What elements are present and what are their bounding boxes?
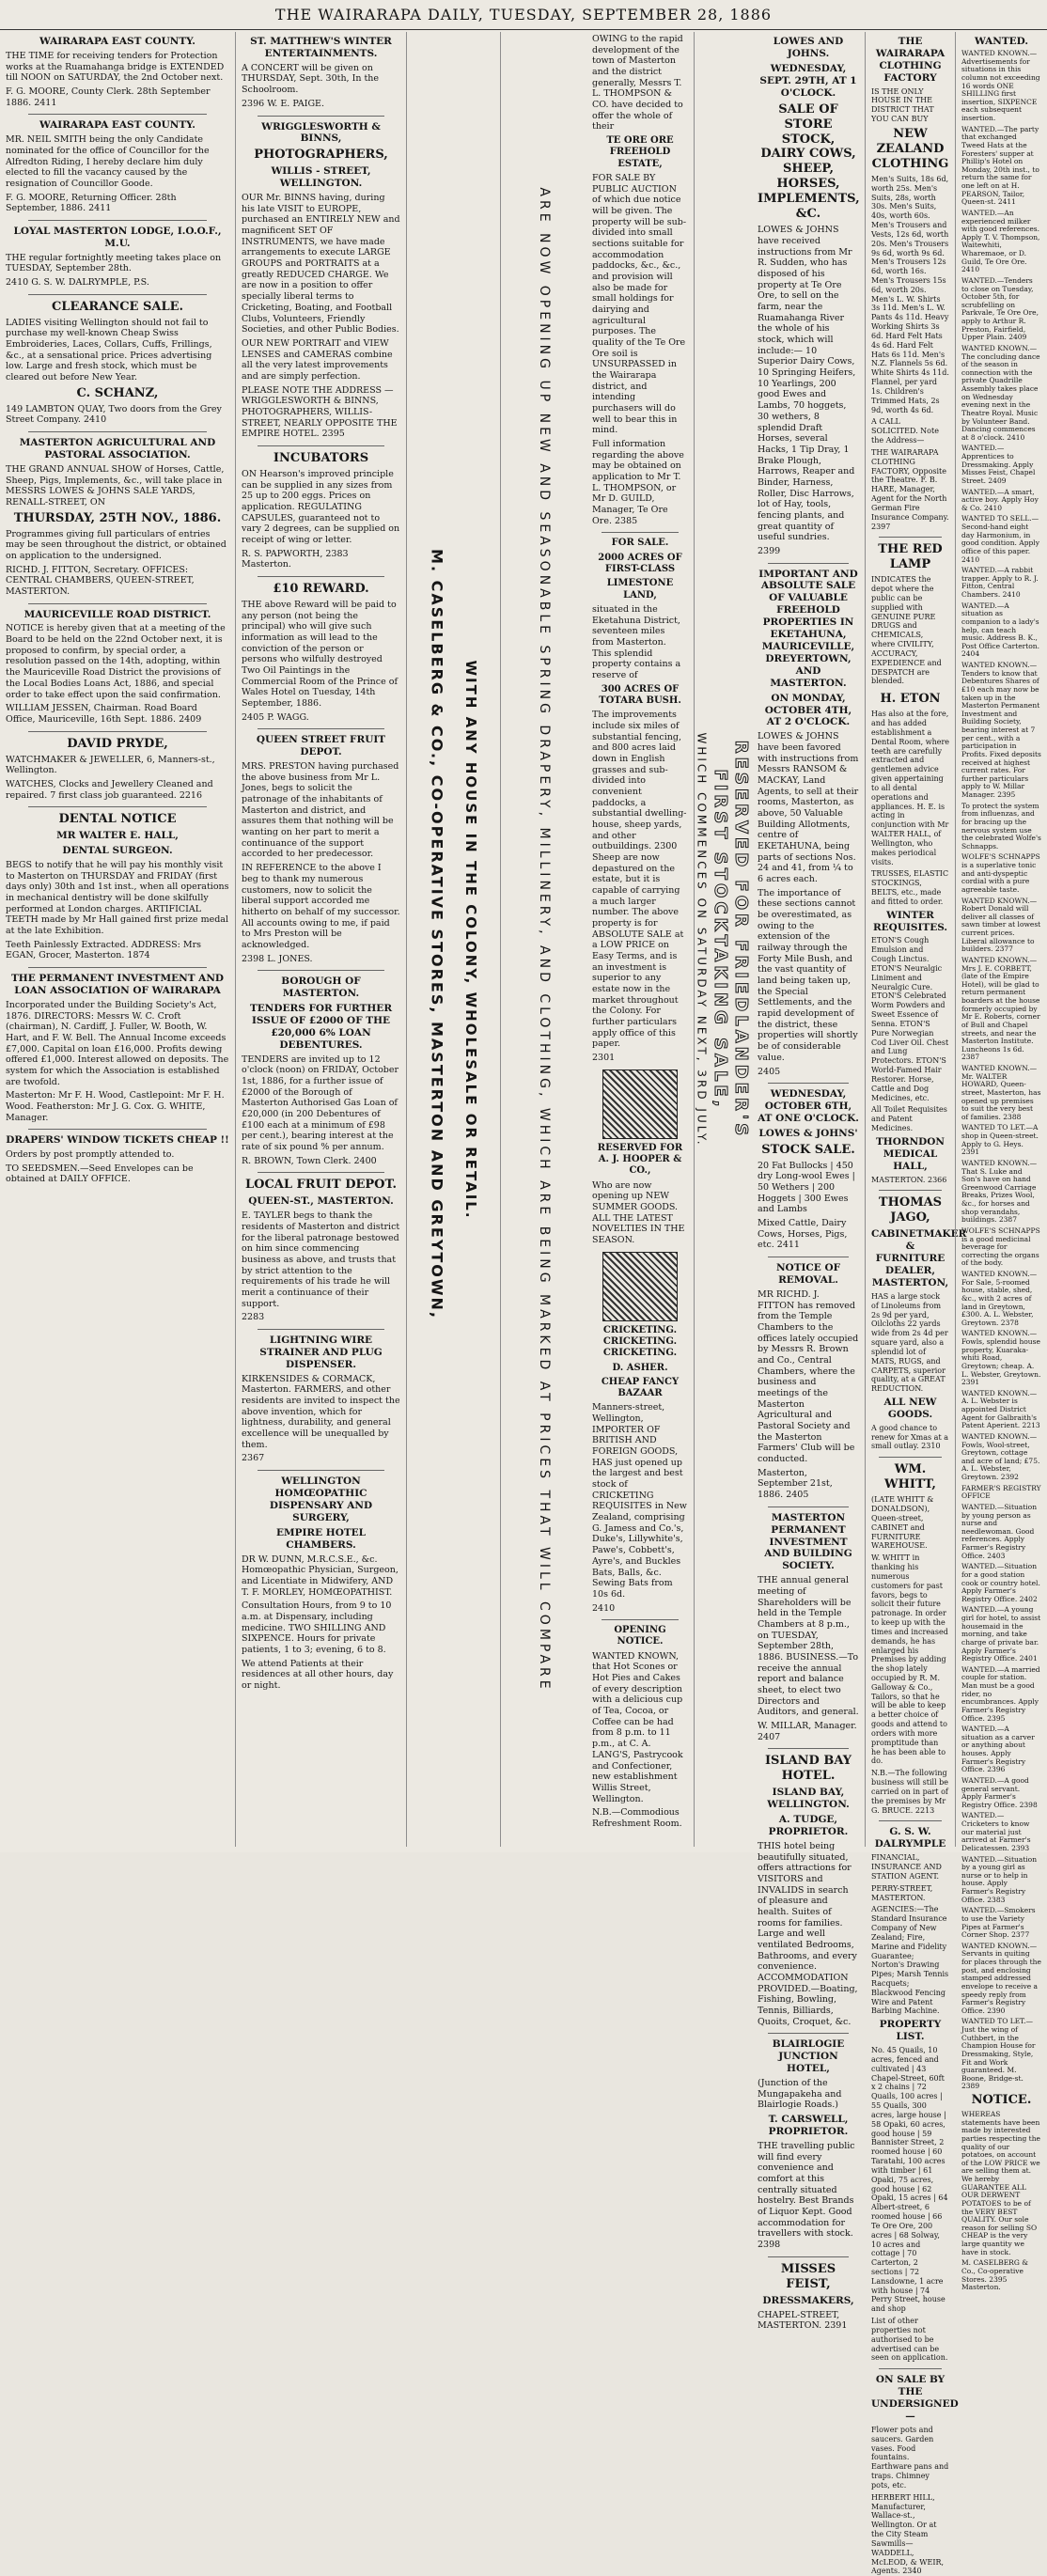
ad-subtitle: ISLAND BAY, WELLINGTON. (767, 1787, 850, 1811)
divider (879, 1190, 941, 1191)
ad-subtitle: PHOTOGRAPHERS, (254, 148, 388, 163)
cricketing-engraving-image (602, 1252, 678, 1321)
ad-title: H. ETON (880, 692, 941, 707)
ad-body: FOR SALE BY PUBLIC AUCTION of which due notice will be given. The property will be sub-divided into small sections suitable for accommodation paddocks, &c., &c., and provision will also be made for small holdings for dairying and agricultural purposes. The quality of the Te Ore Ore soil is UNSURPASSED in the Wairarapa district, and intending purchasers will do well to bear this in mind. (592, 172, 687, 436)
wanted-item: FARMER'S REGISTRY OFFICE (961, 1483, 1041, 1501)
ad-signature: N.B.—The following business will still be carried on in part of the premises by Mr G. BRUCE. 2213 (871, 1769, 949, 1815)
ad-body: TENDERS are invited up to 12 o'clock (noon) on FRIDAY, October 1st, 1886, for a further issue of £2000 of the Borough of Masterton Authorised Gas Loan of £20,000 (in 200 Debentures of £100 each at a minimum of £98 per cent.), bearing interest at the rate of six pound % per annum. (242, 1054, 399, 1153)
ad-opening-notice (592, 1625, 688, 1829)
ad-body: Has also at the fore, and has added establishment a Dental Room, where teeth are carefully extracted and gentlemen advice given appertaining to all dental operations and appliances. H. E. is acting in conjunction with Mr WALTER HALL, of Wellington, who makes periodical visits. (871, 710, 950, 866)
ad-permanent-investment (6, 973, 229, 1123)
wanted-item: WANTED.—Tenders to close on Tuesday, October 5th, for scrubfelling on Parkvale, Te Ore Ore, apply to Arthur R. Preston, Fairfield, Upper Plain. 2409 (961, 275, 1039, 342)
notice-signature: M. CASELBERG & Co., Co-operative Stores. 2395 Masterton. (961, 2258, 1028, 2292)
ad-body: KIRKENSIDES & CORMACK, Masterton. FARMERS, and other residents are invited to inspect the above invention, which for lightness, durability, and general excellence will be unequalled by them. (242, 1373, 400, 1450)
ad-on-sale-undersigned (871, 2374, 959, 2576)
ad-title: £10 REWARD. (273, 581, 369, 596)
ad-title: LOYAL MASTERTON LODGE, I.O.O.F., M.U. (13, 225, 222, 249)
ad-body: Incorporated under the Building Society's Act, 1876. DIRECTORS: Messrs W. C. Croft (chairman), N. Cardiff, J. Fuller, W. Booth, W. Hart, and F. W. Bell. The Annual Income exceeds £7,000. Capital on loan £16,000. Profits dewing offered £1,000. Interest allowed on deposits. The system for which the Association is established are twofold. (6, 999, 229, 1087)
ad-body: MR. NEIL SMITH being the only Candidate nominated for the office of Councillor for the Alfredton Riding, I hereby declare him duly elected to fill the vacancy caused by the resignation of Councillor Goode. (6, 134, 210, 189)
divider (258, 116, 384, 117)
divider (768, 1083, 849, 1084)
ad-title: MASTERTON AGRICULTURAL AND PASTORAL ASSOCIATION. (19, 437, 216, 461)
ad-signature: Masterton, September 21st, 1886. 2405 (758, 1467, 833, 1501)
ad-reward (242, 582, 400, 723)
ad-body: A CONCERT will be given on THURSDAY, Sept. 30th, In the Schoolroom. (242, 62, 380, 96)
ad-title: NEW ZEALAND CLOTHING (871, 126, 949, 171)
ad-body: LOWES & JOHNS have received instructions from Mr R. Sudden, who has disposed of his property at Te Ore Ore, to sell on the farm, near the Ruamahanga River the whole of his stock, which will include:— 10 Superior Dairy Cows, 10 Springing Heifers, 10 Yearlings, 200 good Ewes and Lambs, 70 hoggets, 30 wethers, 8 splendid Draft Horses, several Hacks, 1 Tip Dray, 1 Brake Plough, Harrows, Reaper and Binder, Harness, Roller, Disc Harrows, lot of Hay, tools, fencing plants, and great quantity of useful sundries. (758, 225, 856, 543)
wanted-item: WANTED TO LET.—A shop in Queen-street. Apply to G. Heys. 2391 (961, 1123, 1039, 1157)
wanted-item: WANTED KNOWN.—Servants in quiting for places through the post, and enclosing stamped addressed envelope to receive a speedy reply from Farmer's Registry Office. 2390 (961, 1941, 1041, 2015)
ad-signature: A good chance to renew for Xmas at a small outlay. 2310 (871, 1423, 948, 1451)
divider (28, 431, 207, 432)
ad-body: DR W. DUNN, M.R.C.S.E., &c. Homœopathic Physician, Surgeon, and Licentiate in Midwifery, AND T. F. MORLEY, HOMŒOPATHIST. (242, 1553, 398, 1598)
ad-signature: Full information regarding the above may be obtained on application to Mr T. L. THOMPSON, or Mr D. GUILD, Manager, Te Ore Ore. 2385 (592, 439, 684, 526)
column-7 (865, 32, 967, 2576)
divider (602, 1619, 679, 1620)
ad-subtitle: MASTERTON. 2366 (871, 1175, 947, 1184)
ad-subtitle: CABINETMAKER & FURNITURE DEALER, MASTERTON, (871, 1228, 967, 1288)
wanted-heading: WANTED. (974, 36, 1029, 47)
ad-body: TO SEEDSMEN.—Seed Envelopes can be obtained at DAILY OFFICE. (6, 1163, 194, 1185)
ad-drapers-tickets (6, 1134, 229, 1185)
divider (879, 1457, 941, 1458)
ad-list: No. 45 Quails, 10 acres, fenced and cultivated | 43 Chapel-Street, 60ft x 2 chains | 72 Quails, 100 acres | 55 Quails, 300 acres, large house | 58 Opaki, 60 acres, good house | 59 Bannister Street, 2 roomed house | 60 Taratahi, 100 acres with timber | 61 Opaki, 75 acres, good house | 62 Opaki, 15 acres | 64 Albert-street, 6 roomed house | 66 Te Ore Ore, 200 acres | 68 Solway, 10 acres and cottage | 70 Carterton, 2 sections | 72 Lansdowne, 1 acre with house | 74 Perry Street, house and shop (871, 2046, 948, 2314)
ad-owner: A. TUDGE, PROPRIETOR. (768, 1814, 849, 1838)
ad-body: Programmes giving full particulars of entries may be seen throughout the district, or obtained on application to the undersigned. (6, 528, 227, 561)
wanted-item: WOLFE'S SCHNAPPS is a good medicinal beverage for correcting the organs of the body. (961, 1226, 1040, 1268)
ad-signature: 2405 (758, 1066, 781, 1077)
ad-body: OWING to the rapid development of the town of Masterton and the district generally, Messrs T. L. THOMPSON & CO. have decided to offer the whole of their (592, 34, 683, 133)
column-2 (235, 32, 406, 1847)
ad-asher (592, 1325, 688, 1615)
wanted-item: WANTED KNOWN.—Mr. WALTER HOWARD, Queen-street, Masterton, has opened up premises to suit the very best of families. 2388 (961, 1064, 1041, 1121)
ad-signature: WILLIAM JESSEN, Chairman. Road Board Office, Mauriceville, 16th Sept. 1886. 2409 (6, 703, 202, 725)
ad-signature: N.B.—Commodious Refreshment Room. (592, 1807, 682, 1829)
wanted-item: WANTED.—The party that exchanged Tweed Hats at the Foresters' supper at Phillip's Hotel on Monday, 20th inst., to return the same for one left on at H. PEARSON, Tailor, Queen-st. 2411 (961, 124, 1039, 207)
friedlander-line-1: RESERVED FOR FRIEDLANDER'S (730, 740, 751, 1139)
ad-body: Who are now opening up NEW SUMMER GOODS. ALL THE LATEST NOVELTIES IN THE SEASON. (592, 1179, 685, 1245)
ad-date: THURSDAY, 25TH NOV., 1886. (13, 510, 222, 525)
divider (28, 603, 207, 604)
ad-date: WEDNESDAY, OCTOBER 6TH, AT ONE O'CLOCK. (758, 1088, 859, 1124)
wanted-item: WANTED KNOWN.—Mrs J. E. CORBETT, (late of the Empire Hotel), will be glad to return permanent boarders at the house formerly occupied by Mr E. Roberts, corner of Bull and Chapel streets, and near the Masterton Institute. Luncheons 1s 6d. 2387 (961, 955, 1040, 1062)
wanted-intro: WANTED KNOWN.—Advertisements for situations in this column not exceeding 16 words ONE SHILLING first insertion, SIXPENCE each subsequent insertion. (961, 49, 1040, 123)
wanted-item: WANTED.—An experienced milker with good references. Apply T. V. Thompson, Waitewhiti, Wharemaoe, or D. Guild, Te Ore Ore. 2410 (961, 208, 1040, 274)
ad-signature: HERBERT HILL, Manufacturer, Wallace-st., Wellington. Or at the City Steam Sawmills— WADDELL, McLEOD, & WEIR, Agents. 2340 (871, 2492, 945, 2576)
ad-signature: RICHD. J. FITTON, Secretary. OFFICES: CENTRAL CHAMBERS, QUEEN-STREET, MASTERTON. (6, 564, 195, 597)
newspaper-title: THE WAIRARAPA DAILY, TUESDAY, SEPTEMBER 28, 1886 (274, 6, 773, 23)
ad-misses-feist (758, 2262, 859, 2332)
ad-subtitle: LIMESTONE LAND, (606, 578, 674, 601)
ad-lowes-johns-stock-sale (758, 1088, 859, 1251)
ad-signature: 2405 P. WAGG. (242, 711, 309, 723)
ad-body: The importance of these sections cannot be overestimated, as owing to the extension of the railway through the Forty Mile Bush, and the vast quantity of land being taken up, the Special Settlements, and the rapid development of the district, these properties will shortly be of considerable value. (758, 887, 858, 1063)
ad-building-society (758, 1512, 859, 1743)
ad-body: OUR NEW PORTRAIT and VIEW LENSES and CAMERAS combine all the very latest improvements and are simply perfection. (242, 337, 393, 382)
ad-list: Men's Suits, 18s 6d, worth 25s. Men's Suits, 28s, worth 30s. Men's Suits, 40s, worth 60s. Men's Trousers and Vests, 12s 6d, worth 20s. Men's Trousers 9s 6d, worth 9s 6d. Men's Trousers 12s 6d, worth 16s. Men's Trousers 15s 6d, worth 20s. Men's L. W. Shirts 3s 11d. Men's L. W. Pants 4s 11d. Heavy Working Shirts 3s 6d. Hard Felt Hats 4s 6d. Hard Felt Hats 6s 11d. Men's N.Z. Flannels 5s 6d. White Shirts 4s 11d. Flannel, per yard 1s. Children's Trimmed Hats, 2s 9d, worth 4s 6d. (871, 174, 949, 414)
ad-title: THE RED LAMP (878, 542, 943, 572)
ad-body: Manners-street, Wellington, IMPORTER OF BRITISH AND FOREIGN GOODS, HAS just opened up the largest and best stock of CRICKETING REQUISITES in New Zealand, comprising G. Jamess and Co.'s, Duke's, Lillywhite's, Pawe's, Cobbett's, Ayre's, and Buckles Bats, Balls, &c. Sewing Bats from 10s 6d. (592, 1402, 687, 1600)
wanted-item: WANTED.—Situation for a good station cook or country hotel. Apply Farmer's Registry Office. 2402 (961, 1562, 1040, 1603)
wanted-item: WANTED KNOWN.—The concluding dance of the season in connection with the private Quadrille Assembly takes place on Wednesday evening next in the Theatre Royal. Music by Volunteer Band. Dancing commences at 8 o'clock. 2410 (961, 343, 1040, 442)
vertical-caselberg-spring: ARE NOW OPENING UP NEW AND SEASONABLE SPRING DRAPERY, MILLINERY, AND CLOTHING, WHICH ARE BEING MARKED AT PRICES THAT WILL COMPARE (537, 186, 552, 1693)
ad-signature: Masterton: Mr F. H. Wood, Castlepoint: Mr F. H. Wood. Featherston: Mr J. G. Cox. G. WHITE, Manager. (6, 1090, 225, 1123)
ad-body: INDICATES the depot where the public can be supplied with GENUINE PURE DRUGS and CHEMICALS, where CIVILITY, ACCURACY, EXPEDIENCE and DESPATCH are blended. (871, 575, 942, 686)
friedlander-line-3: WHICH COMMENCES ON SATURDAY NEXT, 3RD JULY. (694, 731, 708, 1147)
ad-clearance-sale (6, 300, 229, 426)
ad-body: W. WHITT in thanking his numerous customers for past favors, begs to solicit their future patronage. In order to keep up with the times and increased demands, he has enlarged his Premises by adding the shop lately occupied by R. M. Galloway & Co., Tailors, so that he will be able to keep a better choice of goods and attend to orders with more promptitude than he has been able to do. (871, 1553, 948, 1766)
divider (258, 1329, 384, 1330)
ad-title: ST. MATTHEW'S WINTER ENTERTAINMENTS. (250, 36, 392, 59)
ad-subtitle: TENDERS FOR FURTHER ISSUE OF £2000 OF THE £20,000 6% LOAN DEBENTURES. (249, 1003, 393, 1051)
ad-body: Consultation Hours, from 9 to 10 a.m. at Dispensary, including medicine. TWO SHILLING AND SIXPENCE. Hours for private patients, 1 to 3; evening, 6 to 8. (242, 1600, 392, 1655)
wanted-item: WANTED.—A smart, active boy. Apply Hoy & Co. 2410 (961, 487, 1039, 512)
divider (28, 967, 207, 968)
ad-te-ore-ore-estate (592, 34, 688, 526)
wanted-item: WANTED.—Situation by a young girl as nurse or to help in house. Apply Farmer's Registry Office. 2383 (961, 1854, 1038, 1904)
divider (879, 1820, 941, 1821)
ad-body: LADIES visiting Wellington should not fail to purchase my well-known Cheap Swiss Embroideries, Laces, Collars, Cuffs, Frillings, &c., at a sensational price. Prices advertising low. Large and fresh stock, which must be cleared out before New Year. (6, 317, 212, 383)
ad-local-fruit-depot (242, 1178, 400, 1323)
divider (28, 114, 207, 115)
ad-signature: 2301 (592, 1053, 616, 1064)
ad-body: OUR Mr. BINNS having, during his late VISIT to EUROPE, purchased an ENTIRELY NEW and magnificent SET OF INSTRUMENTS, we have made arrangements to execute LARGE GROUPS and PORTRAITS at a greatly REDUCED CHARGE. We are now in a position to offer specially liberal terms to Cricketing, Boating, and Football Clubs, Volunteers, Friendly Societies, and other Public Bodies. (242, 193, 400, 336)
wanted-item: WANTED.—A good general servant. Apply Farmer's Registry Office. 2398 (961, 1775, 1038, 1809)
ad-body: The improvements include six miles of substantial fencing, and 800 acres laid down in English grasses and sub-divided into convenient paddocks, a substantial dwelling-house, sheep yards, and other outbuildings. 2300 Sheep are now depastured on the estate, but it is capable of carrying a much larger number. The above property is for ABSOLUTE SALE at a LOW PRICE on Easy Terms, and is an investment is superior to any estate now in the market throughout the Colony. For further particulars apply office of this paper. (592, 710, 687, 1050)
ad-signature: R. BROWN, Town Clerk. 2400 (242, 1155, 377, 1166)
ad-body: Mixed Cattle, Dairy Cows, Horses, Pigs, etc. 2411 (758, 1218, 848, 1251)
wanted-item: WANTED TO LET.—Just the wing of Cuthbert, in the Champion House for Dressmaking, Style, Fit and Work guaranteed. M. Boone, Bridge-st. 2389 (961, 2017, 1036, 2091)
ad-title: DENTAL NOTICE (58, 812, 177, 827)
ad-signature: 2399 (758, 545, 781, 556)
ad-body: WATCHES, Clocks and Jewellery Cleaned and repaired. 7 first class job guaranteed. 2216 (6, 778, 213, 801)
wanted-item: WANTED.—A situation as companion to a lady's help, can teach music. Address B. K., Post Office Carterton. 2404 (961, 601, 1039, 659)
ad-masterton-agricultural (6, 437, 229, 598)
ad-title: FOR SALE. (611, 538, 669, 549)
ad-subtitle: EMPIRE HOTEL CHAMBERS. (275, 1526, 367, 1551)
divider (768, 563, 849, 564)
ad-signature: R. S. PAPWORTH, 2383 Masterton. (242, 548, 349, 570)
vertical-caselberg-ad-2: WITH ANY HOUSE IN THE COLONY, WHOLESALE OR RETAIL. (462, 659, 479, 1220)
ad-signature: 2410 (592, 1602, 616, 1614)
ad-body: BEGS to notify that he will pay his monthly visit to Masterton on THURSDAY and FRIDAY (first days only) 30th and 1st inst., when all operations in mechanical dentistry will be done skilfully performed at London charges. ARTIFICIAL TEETH made by Mr Hall gained first prize medal at the late Exhibition. (6, 859, 229, 937)
ad-blairlogie-hotel (758, 2038, 859, 2250)
divider (28, 294, 207, 295)
divider (768, 1748, 849, 1749)
ad-body: THIS hotel being beautifully situated, offers attractions for VISITORS and INVALIDS in search of pleasure and health. Suites of rooms for families. Large and well ventilated Bedrooms, Bathrooms, and every convenience. ACCOMMODATION PROVIDED.—Boating, Fishing, Bowling, Tennis, Billiards, Quoits, Croquet, &c. (758, 1840, 858, 2027)
column-5 (586, 32, 694, 1847)
ad-wairarapa-east-county-1 (6, 36, 229, 108)
ad-subtitle: PROPERTY LIST. (879, 2019, 942, 2043)
wanted-item: WANTED KNOWN.—Robert Donald will deliver all classes of sawn timber at lowest current prices. Liberal allowance to builders. 2377 (961, 896, 1041, 954)
notice-body: WHEREAS statements have been made by interested parties respecting the quality of our potatoes, on account of the LOW PRICE we are selling them at. We hereby GUARANTEE ALL OUR DERWENT POTATOES to be of the VERY BEST QUALITY. Our sole reason for selling SO CHEAP is the very large quantity we have in stock. (961, 2110, 1040, 2256)
ad-island-bay-hotel (758, 1754, 859, 2027)
divider (258, 445, 384, 446)
wanted-item: WANTED.—Apprentices to Dressmaking. Apply Misses Feist, Chapel Street. 2409 (961, 444, 1036, 485)
wanted-item: WANTED.—A young girl for hotel, to assist housemaid in the morning, and take charge of private bar. Apply Farmer's Registry Office. 2401 (961, 1605, 1041, 1663)
ad-address: PERRY-STREET, MASTERTON. (871, 1883, 933, 1902)
column-wanted (955, 32, 1047, 2292)
ad-date: WEDNESDAY, SEPT. 29TH, AT 1 O'CLOCK. (759, 62, 857, 99)
ad-body: situated in the Eketahuna District, seventeen miles from Masterton. This splendid property contains a reserve of (592, 603, 681, 680)
ad-address: WILLIS - STREET, WELLINGTON. (271, 165, 371, 190)
ad-body: WANTED KNOWN, that Hot Scones or Hot Pies and Cakes of every description with a delicious cup of Tea, Cocoa, or Coffee can be had from 8 p.m. to 11 p.m., at C. A. LANG'S, Pastrycook and Confectioner, new establishment Willis Street, Wellington. (592, 1650, 683, 1804)
ad-homoeopathic (242, 1475, 400, 1692)
ad-loyal-masterton-lodge (6, 226, 229, 289)
ad-list: ETON'S Cough Emulsion and Cough Linctus. ETON'S Neuralgic Liniment and Neuralgic Cure. ETON'S Celebrated Worm Powders and Sweet Essence of Senna. ETON'S Pure Norwegian Cod Liver Oil. Chest and Lung Protectors. ETON'S World-Famed Hair Restorer. Horse, Cattle and Dog Medicines, etc. (871, 936, 949, 1102)
divider (28, 1129, 207, 1130)
ad-eketahuna-properties (758, 569, 859, 1078)
ad-body: HAS a large stock of Linoleums from 2s 9d per yard, Oilcloths 22 yards wide from 2s 4d per square yard, also a splendid lot of MATS, RUGS, and CARPETS, superior quality, at a GREAT REDUCTION. (871, 1291, 948, 1394)
column-3-vertical (406, 32, 501, 1847)
ad-mauriceville-road (6, 609, 229, 726)
vertical-text-wrapper (407, 38, 501, 1841)
ad-title: OPENING NOTICE. (614, 1625, 666, 1647)
ad-body: THE regular fortnightly meeting takes place on TUESDAY, September 28th. (6, 252, 222, 274)
wanted-item: WANTED KNOWN.—For Sale, 5-roomed house, stable, shed, &c., with 2 acres of land in Greytown, £300. A. L. Webster, Greytown. 2378 (961, 1270, 1038, 1327)
ad-title: ISLAND BAY HOTEL. (764, 1754, 852, 1784)
ad-signature: W. MILLAR, Manager. 2407 (758, 1721, 857, 1742)
vertical-caselberg-ad: M. CASELBERG & CO., CO-OPERATIVE STORES, MASTERTON AND GREYTOWN, (428, 548, 446, 1319)
ad-subtitle: 300 ACRES OF TOTARA BUSH. (599, 683, 681, 706)
ad-body: E. TAYLER begs to thank the residents of Masterton and district for the liberal patronage bestowed on him since commencing business as above, and trusts that by strict attention to the requirements of his trade he will merit a continuance of their support. (242, 1210, 400, 1309)
ad-body: IN REFERENCE to the above I beg to thank my numerous customers, now to solicit the liberal support accorded me hitherto on behalf of my successor. All accounts owing to me, if paid to Mrs Preston will be acknowledged. (242, 863, 400, 950)
ad-title: LOCAL FRUIT DEPOT. (244, 1178, 398, 1193)
ad-subtitle: SALE OF STORE STOCK, DAIRY COWS, SHEEP, HORSES, IMPLEMENTS, &C. (758, 101, 860, 222)
ad-wrigglesworth-binns (242, 121, 400, 440)
divider (258, 1470, 384, 1471)
ad-title: THE WAIRARAPA CLOTHING FACTORY (875, 36, 945, 84)
ad-body: ON Hearson's improved principle can be supplied in any sizes from 25 up to 200 eggs. Prices on application. REGULATING CAPSULES, guaranteed not to vary 2 degrees, can be supplied on receipt of wing or letter. (242, 468, 400, 545)
ad-title: INCUBATORS (273, 450, 369, 465)
ad-subtitle: WINTER REQUISITES. (872, 909, 948, 933)
ad-clothing-factory (871, 36, 949, 531)
ad-signature: We attend Patients at their residences at all other hours, day or night. (242, 1658, 394, 1691)
ad-wm-whitt (871, 1462, 949, 1815)
ad-signature: F. G. MOORE, Returning Officer. 28th September, 1886. 2411 (6, 192, 177, 214)
ad-title: NOTICE OF REMOVAL. (775, 1262, 841, 1287)
wanted-item: WANTED TO SELL.—Second-hand eight day Harmonium, in good condition. Apply office of this paper. 2410 (961, 514, 1039, 564)
friedlander-line-2: FIRST STOCKTAKING SALE, (710, 768, 730, 1111)
ad-subtitle: DENTAL SURGEON. (62, 845, 173, 857)
wanted-item: WANTED.—A married couple for station. Man must be a good rider, no encumbrances. Apply Farmer's Registry Office. 2395 (961, 1664, 1040, 1723)
ad-signature: PLEASE NOTE THE ADDRESS — WRIGGLESWORTH & BINNS, PHOTOGRAPHERS, WILLIS-STREET, NEARLY OPPOSITE THE EMPIRE HOTEL. 2395 (242, 384, 398, 440)
wanted-item: WOLFE'S SCHNAPPS is a superlative tonic and anti-dyspeptic cordial with a pure agreeable taste. (961, 852, 1040, 894)
ad-title: WRIGGLESWORTH & BINNS, (261, 120, 381, 145)
ad-wairarapa-east-county-2 (6, 119, 229, 214)
ad-title: THOMAS JAGO, (878, 1195, 943, 1226)
divider (28, 731, 207, 732)
ad-signature: List of other properties not authorised to be advertised can be seen on application. (871, 2317, 948, 2363)
ad-title: MAURICEVILLE ROAD DISTRICT. (23, 608, 211, 620)
ad-subtitle: QUEEN-ST., MASTERTON. (248, 1195, 394, 1208)
column-6 (752, 32, 865, 2332)
masthead (0, 0, 1047, 30)
ad-subtitle: 2000 ACRES OF FIRST-CLASS (598, 552, 682, 575)
ad-body: THE above Reward will be paid to any person (not being the principal) who will give such information as will lead to the conviction of the person or persons who wilfully destroyed Two Oil Paintings in the Commercial Room of the Prince of Wales Hotel on Tuesday, 14th September, 1886. (242, 599, 398, 709)
ad-signature: F. G. MOORE, County Clerk. 28th September 1886. 2411 (6, 86, 211, 108)
column-friedlander-vertical (694, 32, 752, 1847)
divider (28, 220, 207, 221)
hooper-engraving-image (602, 1069, 678, 1139)
ad-title: LIGHTNING WIRE STRAINER AND PLUG DISPENSER. (259, 1334, 383, 1370)
ad-title: WM. WHITT, (884, 1462, 936, 1492)
ad-hooper (592, 1143, 688, 1246)
wanted-item: WANTED KNOWN.—A. L. Webster is appointed District Agent for Galbraith's Patent Aperient. 2213 (961, 1388, 1040, 1430)
wanted-item: WANTED.—Cricketers to know our material just arrived at Farmer's Delicatessen. 2393 (961, 1811, 1031, 1852)
ad-body: THE GRAND ANNUAL SHOW of Horses, Cattle, Sheep, Pigs, Implements, &c., will take place in MESSRS LOWES & JOHNS SALE YARDS, RENALL-STREET, ON (6, 463, 225, 507)
ad-title: BOROUGH OF MASTERTON. (281, 976, 361, 1000)
ad-subtitle: (Junction of the Mungapakeha and Blairlogie Roads.) (758, 2078, 842, 2111)
ad-thomas-jago (871, 1195, 967, 1451)
ad-address: CHAPEL-STREET, MASTERTON. 2391 (758, 2309, 848, 2332)
ad-incubators (242, 451, 400, 570)
ad-body: THE travelling public will find every convenience and comfort at this centrally situated hostelry. Best Brands of Liquor Kept. Good accommodation for travellers with stock. 2398 (758, 2140, 855, 2250)
ad-signature: 2283 (242, 1312, 265, 1323)
ad-body: Flower pots and saucers. Garden vases. Food fountains. Earthware pans and traps. Chimney pots, etc. (871, 2425, 949, 2490)
ad-name: LOWES & JOHNS' (758, 1127, 858, 1139)
ad-title: ON SALE BY THE UNDERSIGNED— (871, 2374, 959, 2422)
ad-body: THE TIME for receiving tenders for Protection works at the Ruamahanga bridge is EXTENDED till NOON on SATURDAY, the 2nd October next. (6, 50, 225, 84)
ad-dalrymple (871, 1826, 949, 2363)
ad-title: THE PERMANENT INVESTMENT AND LOAN ASSOCIATION OF WAIRARAPA (10, 973, 225, 996)
ad-dental-notice (6, 812, 229, 961)
ad-subtitle: DRESSMAKERS, (762, 2294, 854, 2306)
wanted-item: WANTED KNOWN.—That S. Luke and Son's have on hand Greenwood Carriage Breaks, Prizes Wool, &c., for horses and shop verandahs, buildings. 2387 (961, 1158, 1038, 1225)
ad-title: QUEEN STREET FRUIT DEPOT. (256, 734, 386, 758)
wanted-item: WANTED.—A rabbit trapper. Apply to R. J. Fitton, Central Chambers. 2410 (961, 566, 1039, 600)
vertical-text-wrapper (501, 38, 587, 1841)
divider (258, 576, 384, 577)
ad-lightning-wire (242, 1335, 400, 1464)
ad-signature: 2410 G. S. W. DALRYMPLE, P.S. (6, 277, 149, 289)
ad-title: WAIRARAPA EAST COUNTY. (39, 119, 195, 132)
notice-title: NOTICE. (971, 2093, 1032, 2108)
ad-title: RESERVED FOR A. J. HOOPER & CO., (597, 1142, 683, 1177)
ad-title: BLAIRLOGIE JUNCTION HOTEL, (772, 2038, 845, 2075)
ad-signature: 2396 W. E. PAIGE. (242, 98, 324, 109)
ad-title: MISSES FEIST, (780, 2261, 836, 2291)
ad-body: AGENCIES:—The Standard Insurance Company of New Zealand; Fire, Marine and Fidelity Guarantee; Norton's Drawing Pipes; Marsh Tennis Racquets; Blackwood Fencing Wire and Patent Barbing Machine. (871, 1905, 949, 2016)
column-4-vertical (500, 32, 587, 1847)
ad-list: 20 Fat Bullocks | 450 dry Long-wool Ewes | 50 Wethers | 200 Hoggets | 300 Ewes and Lambs (758, 1160, 855, 1215)
ad-body: MR RICHD. J. FITTON has removed from the Temple Chambers to the offices lately occupied by Messrs R. Brown and Co., Central Chambers, where the business and meetings of the Masterton Agricultural and Pastoral Society and the Masterton Farmers' Club will be conducted. (758, 1288, 859, 1465)
ad-subtitle: FINANCIAL, INSURANCE AND STATION AGENT. (871, 1853, 942, 1881)
ad-red-lamp (871, 542, 949, 686)
ad-title: DRAPERS' WINDOW TICKETS CHEAP !! (6, 1134, 229, 1147)
ad-title: DAVID PRYDE, (67, 736, 168, 751)
ad-date: ON MONDAY, OCTOBER 4TH, AT 2 O'CLOCK. (764, 692, 852, 728)
ad-queen-street-fruit (242, 734, 400, 964)
ad-body: THE annual general meeting of Shareholders will be held in the Temple Chambers at 8 p.m., on TUESDAY, September 28th, 1886. BUSINESS.—To receive the annual report and balance sheet, to elect two Directors and Auditors, and general. (758, 1575, 859, 1718)
ad-signature: 2367 (242, 1453, 265, 1464)
ad-title: LOWES AND JOHNS. (773, 36, 844, 59)
ad-title: CLEARANCE SALE. (51, 299, 184, 314)
ad-address: 149 LAMBTON QUAY, Two doors from the Grey Street Company. 2410 (6, 403, 222, 426)
divider (879, 2368, 941, 2369)
divider (28, 806, 207, 807)
ad-name: MR WALTER E. HALL, (56, 830, 179, 842)
ad-owner: THE WAIRARAPA CLOTHING FACTORY, Opposite the Theatre. F. B. HARE, Manager, Agent for the North German Fire Insurance Company. 2397 (871, 447, 949, 531)
ad-title: STOCK SALE. (761, 1142, 855, 1157)
ad-borough-masterton (242, 976, 400, 1166)
divider (258, 1172, 384, 1173)
ad-subtitle: CHEAP FANCY BAZAAR (601, 1376, 680, 1399)
ad-for-sale-limestone (592, 538, 688, 1063)
wanted-item: WANTED KNOWN.—Fowls, Wool-street, Greytown, cottage and acre of land; £75. A. L. Webster, Greytown. 2392 (961, 1431, 1040, 1482)
ad-title: WAIRARAPA EAST COUNTY. (39, 36, 195, 47)
ad-name: C. SCHANZ, (76, 385, 159, 400)
wanted-item: WANTED.—Smokers to use the Variety Pipes at Farmer's Corner Shop. 2377 (961, 1906, 1036, 1940)
ad-title: G. S. W. DALRYMPLE (874, 1826, 946, 1850)
divider (768, 2256, 849, 2257)
wanted-item: To protect the system from influenzas, and for bracing up the nervous system use the celebrated Wolfe's Schnapps. (961, 801, 1041, 851)
ad-body: NOTICE is hereby given that at a meeting of the Board to be held on the 22nd October next, it is proposed to confirm, by special order, a resolution passed on the 14th, adopting, within the Mauriceville Road District the provisions of the Local Bodies Loans Act, 1886, and special order to take effect upon the said confirmation. (6, 623, 226, 700)
wanted-item: WANTED KNOWN.—Tenders to know that Debentures Shares of £10 each may now be taken up in the Masterton Permanent Investment and Building Society, bearing interest at 7 per cent., with a participation in Profits. Fixed deposits received at highest current rates. For further particulars apply to W. Millar Manager. 2395 (961, 661, 1041, 800)
divider (768, 2033, 849, 2034)
ad-body: Orders by post promptly attended to. (6, 1149, 175, 1161)
ad-body: TRUSSES, ELASTIC STOCKINGS, BELTS, etc., made and fitted to order. (871, 869, 949, 906)
divider (258, 970, 384, 971)
ad-title: IMPORTANT AND ABSOLUTE SALE OF VALUABLE FREEHOLD PROPERTIES IN EKETAHUNA, MAURICEVILLE, DREYERTOWN, AND MASTERTON. (758, 568, 858, 689)
ad-notice-removal (758, 1262, 859, 1501)
ad-name: D. ASHER. (612, 1362, 668, 1373)
ad-title: THORNDON MEDICAL HALL, (875, 1135, 945, 1172)
wanted-item: WANTED.—Situation by young person as nurse and needlewoman. Good references. Apply Farmer's Registry Office. 2403 (961, 1502, 1038, 1560)
ad-title: ALL NEW GOODS. (883, 1397, 937, 1420)
ad-lowes-johns-store-stock (758, 36, 859, 557)
ad-title: CRICKETING. CRICKETING. CRICKETING. (602, 1324, 678, 1359)
ad-subtitle: IS THE ONLY HOUSE IN THE DISTRICT THAT YOU CAN BUY (871, 86, 934, 124)
vertical-text-wrapper (695, 38, 752, 1841)
column-1 (0, 32, 235, 1847)
ad-title: WELLINGTON HOMŒOPATHIC DISPENSARY AND SURGERY, (269, 1475, 373, 1523)
ad-david-pryde (6, 737, 229, 802)
ad-h-eton (871, 692, 949, 1184)
divider (258, 728, 384, 729)
divider (879, 537, 941, 538)
wanted-item: WANTED KNOWN.—Fowls, splendid house property, Kuaraka-whiti Road, Greytown; cheap. A. L. Webster, Greytown. 2391 (961, 1329, 1041, 1387)
ad-signature: All Toilet Requisites and Patent Medicines. (871, 1105, 947, 1133)
ad-signature: 2398 L. JONES. (242, 953, 313, 964)
ad-owner: T. CARSWELL, PROPRIETOR. (768, 2114, 849, 2137)
ad-body: MRS. PRESTON having purchased the above business from Mr L. Jones, begs to solicit the patronage of the inhabitants of Masterton and district, and assures them that nothing will be wanting on her part to merit a continuance of the support accorded to her predecessor. (242, 761, 399, 860)
ad-body: LOWES & JOHNS have been favored with instructions from Messrs RANSOM & MACKAY, Land Agents, to sell at their rooms, Masterton, as above, 50 Valuable Building Allotments, centre of EKETAHUNA, being parts of sections Nos. 24 and 41, from ¼ to 6 acres each. (758, 731, 859, 885)
ad-title: TE ORE ORE FREEHOLD ESTATE, (606, 135, 674, 169)
ad-st-matthews (242, 36, 400, 110)
divider (602, 532, 679, 533)
ad-signature: A CALL SOLICITED. Note the Address— (871, 417, 939, 445)
wanted-item: WANTED.—A situation as a carver or anything about houses. Apply Farmer's Registry Office. 2396 (961, 1725, 1035, 1774)
ad-signature: Teeth Painlessly Extracted. ADDRESS: Mrs EGAN, Grocer, Masterton. 1874 (6, 939, 202, 961)
ad-subtitle: WATCHMAKER & JEWELLER, 6, Manners-st., Wellington. (6, 754, 215, 776)
ad-subtitle: (LATE WHITT & DONALDSON), Queen-street, CABINET and FURNITURE WAREHOUSE. (871, 1495, 934, 1551)
ad-title: MASTERTON PERMANENT INVESTMENT AND BUILDING SOCIETY. (764, 1511, 852, 1572)
